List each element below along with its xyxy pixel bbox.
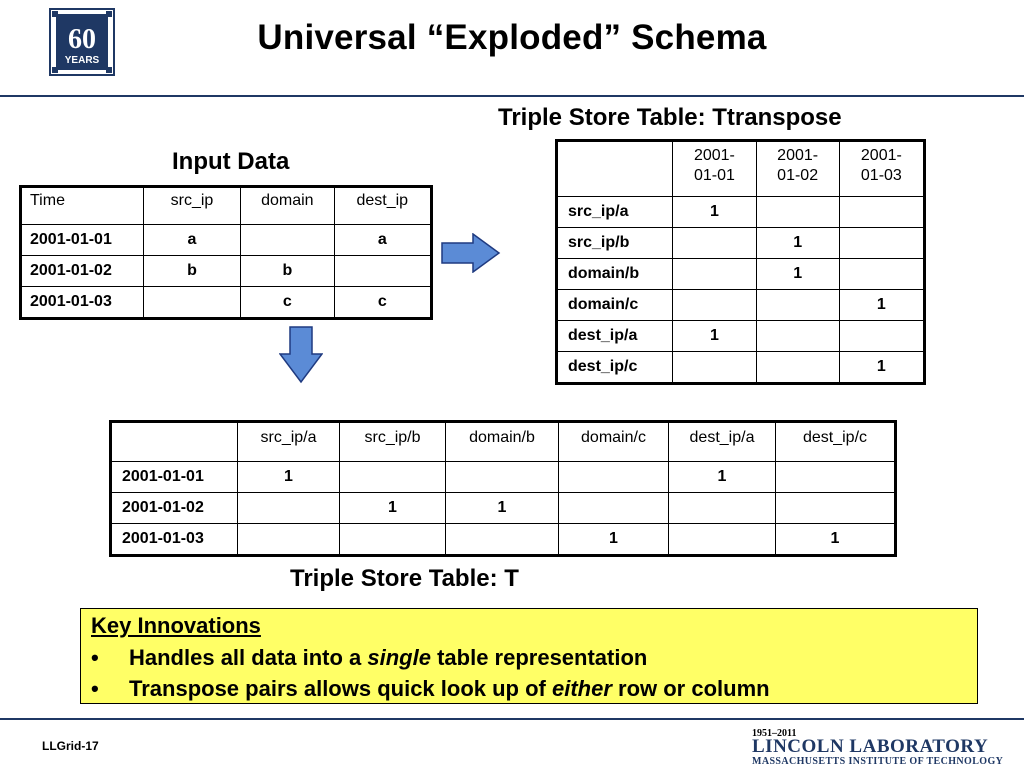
input-data-table: [19, 185, 433, 320]
row-label: 2001-01-03: [21, 287, 144, 319]
table-header-row: [21, 187, 432, 225]
table-row: [557, 228, 925, 259]
table-cell: 1: [340, 493, 446, 524]
table-cell: [673, 228, 756, 259]
column-header: [111, 422, 238, 462]
table-cell: 1: [446, 493, 559, 524]
table-cell: [839, 321, 924, 352]
table-cell: [559, 462, 669, 493]
table-cell: [238, 524, 340, 556]
table-cell: 1: [238, 462, 340, 493]
table-row: [21, 287, 432, 319]
table-row: [557, 259, 925, 290]
bullet-text: Transpose pairs allows quick look up of: [129, 676, 552, 701]
table-row: [557, 290, 925, 321]
row-label: domain/b: [557, 259, 673, 290]
table-cell: 1: [776, 524, 896, 556]
header-line: 2001-: [693, 147, 735, 164]
column-header: dest_ip/a: [669, 422, 776, 462]
bullet-symbol: •: [91, 676, 99, 701]
table-cell: [756, 321, 839, 352]
header-line: 01-01: [693, 167, 735, 184]
table-cell: [446, 524, 559, 556]
table-cell: 1: [673, 321, 756, 352]
store-table-heading: Triple Store Table: T: [290, 565, 519, 592]
column-header: [557, 141, 673, 197]
table-cell: [669, 524, 776, 556]
table-row: [557, 352, 925, 384]
table-cell: [143, 287, 240, 319]
transpose-table: [555, 139, 926, 385]
key-innovations-heading: Key Innovations: [91, 613, 261, 638]
table-cell: a: [334, 225, 431, 256]
row-label: domain/c: [557, 290, 673, 321]
table-cell: b: [241, 256, 334, 287]
header-line: 01-02: [777, 167, 819, 184]
table-cell: b: [143, 256, 240, 287]
table-cell: [669, 493, 776, 524]
slide-id: LLGrid-17: [42, 739, 99, 753]
table-cell: [238, 493, 340, 524]
lincoln-lab-subtitle: MASSACHUSETTS INSTITUTE OF TECHNOLOGY: [752, 756, 1004, 767]
table-cell: [673, 259, 756, 290]
table-cell: [776, 462, 896, 493]
lincoln-lab-years: 1951–2011: [752, 728, 797, 739]
header-line: 01-03: [860, 167, 902, 184]
bullet-item: [91, 676, 770, 702]
row-label: dest_ip/c: [557, 352, 673, 384]
header-line: 2001-: [860, 147, 902, 164]
table-cell: c: [334, 287, 431, 319]
table-cell: [340, 524, 446, 556]
row-label: src_ip/a: [557, 197, 673, 228]
table-row: [111, 493, 896, 524]
table-cell: [241, 225, 334, 256]
key-innovations-box: [80, 608, 978, 704]
table-cell: [756, 352, 839, 384]
table-cell: 1: [756, 228, 839, 259]
column-header: domain/b: [446, 422, 559, 462]
table-header-row: [111, 422, 896, 462]
table-cell: 1: [756, 259, 839, 290]
row-label: src_ip/b: [557, 228, 673, 259]
table-cell: 1: [559, 524, 669, 556]
bullet-item: [91, 645, 647, 671]
table-row: [21, 256, 432, 287]
row-label: 2001-01-01: [21, 225, 144, 256]
table-row: [111, 462, 896, 493]
table-cell: [334, 256, 431, 287]
table-cell: c: [241, 287, 334, 319]
table-row: [21, 225, 432, 256]
input-data-heading: Input Data: [172, 148, 290, 175]
header-line: 2001-: [777, 147, 819, 164]
bullet-text: row or column: [611, 676, 770, 701]
column-header: [756, 141, 839, 197]
transpose-table-heading: Triple Store Table: Ttranspose: [498, 104, 842, 131]
table-cell: [839, 228, 924, 259]
lincoln-lab-logo-text: LINCOLN LABORATORY: [752, 736, 989, 757]
logo-text: YEARS: [64, 55, 100, 66]
bullet-symbol: •: [91, 645, 99, 670]
table-cell: a: [143, 225, 240, 256]
header-rule: [0, 95, 1024, 97]
right-arrow-icon: [441, 233, 501, 273]
footer-rule: [0, 718, 1024, 720]
table-cell: [340, 462, 446, 493]
table-cell: [673, 290, 756, 321]
table-cell: [776, 493, 896, 524]
table-cell: 1: [669, 462, 776, 493]
row-label: 2001-01-02: [21, 256, 144, 287]
table-cell: 1: [839, 290, 924, 321]
down-arrow-icon: [279, 326, 323, 384]
bullet-emphasis: single: [367, 645, 431, 670]
column-header: domain: [241, 187, 334, 225]
table-row: [111, 524, 896, 556]
table-cell: [756, 290, 839, 321]
row-label: 2001-01-01: [111, 462, 238, 493]
logo-number: 60: [68, 24, 96, 55]
row-label: dest_ip/a: [557, 321, 673, 352]
column-header: [839, 141, 924, 197]
table-cell: [839, 197, 924, 228]
column-header: dest_ip: [334, 187, 431, 225]
bullet-emphasis: either: [551, 676, 612, 701]
table-cell: 1: [673, 197, 756, 228]
column-header: Time: [21, 187, 144, 225]
column-header: dest_ip/c: [776, 422, 896, 462]
page-title: Universal “Exploded” Schema: [257, 18, 767, 57]
column-header: src_ip/b: [340, 422, 446, 462]
row-label: 2001-01-02: [111, 493, 238, 524]
table-cell: [673, 352, 756, 384]
column-header: src_ip: [143, 187, 240, 225]
table-cell: 1: [839, 352, 924, 384]
row-label: 2001-01-03: [111, 524, 238, 556]
column-header: domain/c: [559, 422, 669, 462]
column-header: src_ip/a: [238, 422, 340, 462]
triple-store-table: [109, 420, 897, 557]
table-row: [557, 197, 925, 228]
bullet-text: Handles all data into a: [129, 645, 368, 670]
table-cell: [559, 493, 669, 524]
table-header-row: [557, 141, 925, 197]
table-cell: [756, 197, 839, 228]
table-cell: [446, 462, 559, 493]
table-row: [557, 321, 925, 352]
column-header: [673, 141, 756, 197]
table-cell: [839, 259, 924, 290]
bullet-text: table representation: [430, 645, 648, 670]
